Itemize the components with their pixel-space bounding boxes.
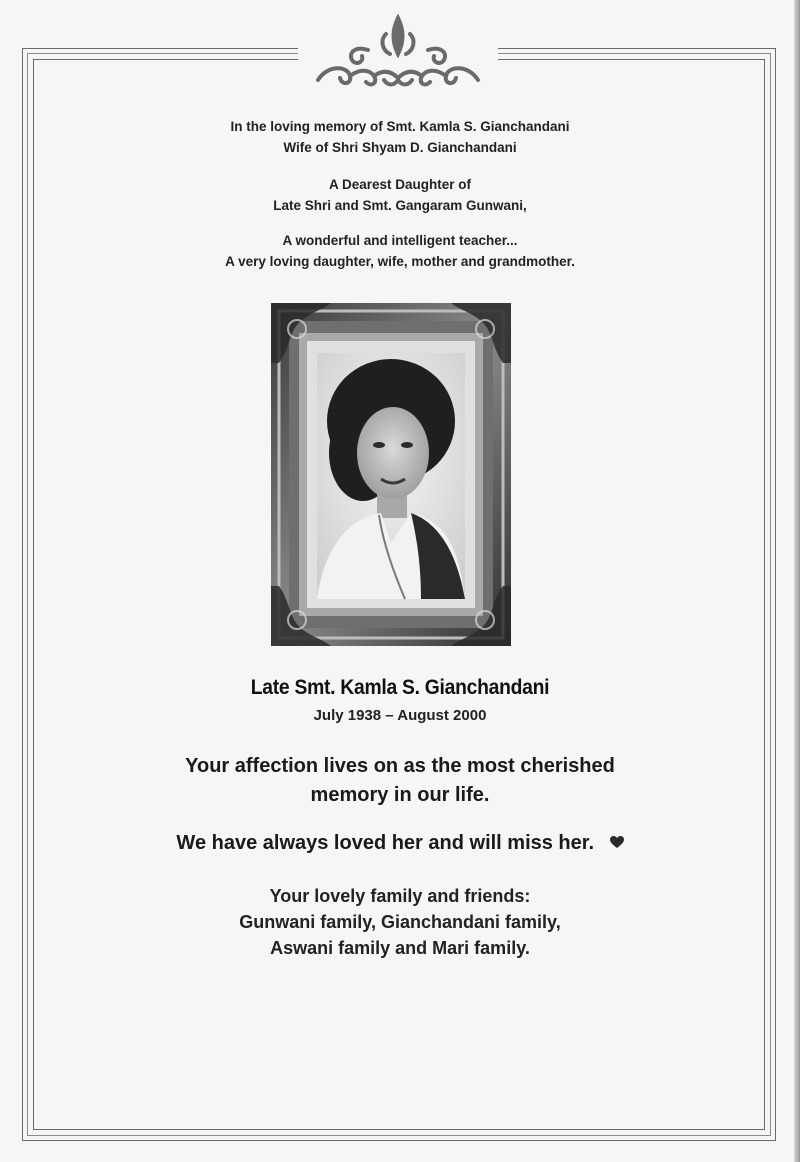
heart-icon [610, 832, 624, 855]
ornament-icon [298, 10, 498, 90]
family-line-1: Your lovely family and friends: [269, 886, 531, 906]
affection-line-1: Your affection lives on as the most cherished [185, 755, 615, 777]
daughter-line-1: A Dearest Daughter of [328, 177, 472, 192]
dedication [0, 116, 800, 158]
loved-text: We have always loved her and will miss her. [176, 832, 595, 854]
tribute-line-2: A very loving daughter, wife, mother and grandmother. [225, 254, 575, 269]
family-line-3: Aswani family and Mari family. [270, 938, 530, 958]
daughter-of [0, 174, 800, 216]
tribute-line-1: A wonderful and intelligent teacher... [282, 233, 518, 248]
tribute [0, 230, 800, 272]
family-signature [0, 883, 800, 961]
affection-line-2: memory in our life. [310, 784, 490, 806]
dedication-line-2: Wife of Shri Shyam D. Gianchandani [283, 140, 517, 155]
deceased-name: Late Smt. Kamla S. Gianchandani [250, 676, 550, 699]
loved-message [0, 832, 800, 855]
dedication-line-1: In the loving memory of Smt. Kamla S. Gianchandani [230, 119, 570, 134]
affection-message [0, 752, 800, 810]
life-dates: July 1938 – August 2000 [313, 707, 487, 724]
framed-portrait [271, 303, 511, 646]
daughter-line-2: Late Shri and Smt. Gangaram Gunwani, [273, 198, 527, 213]
family-line-2: Gunwani family, Gianchandani family, [239, 912, 561, 932]
